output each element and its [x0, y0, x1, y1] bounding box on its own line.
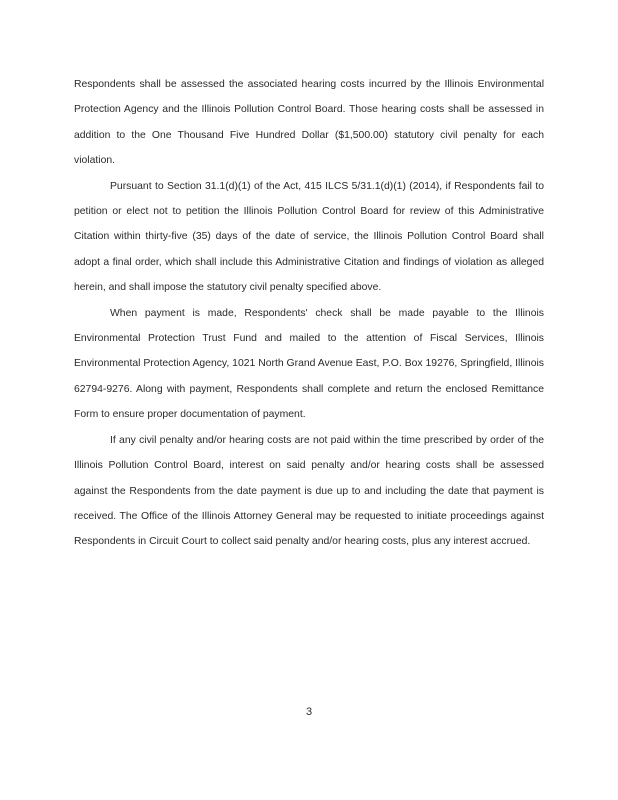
paragraph-petition-deadline: Pursuant to Section 31.1(d)(1) of the Act, 415 ILCS 5/31.1(d)(1) (2014), if Respondents fail to petition or elect not to petition the Illinois Pollution Control Board for review of this Administrative Citation within thirty-five (35) days of the date of service, the Illinois Pollution Control Board shall adopt a final order, which shall include this Administrative Citation and findings of violation as alleged herein, and shall impose the statutory civil penalty specified above.: [74, 180, 544, 294]
page-number: 3: [305, 706, 313, 718]
paragraph-hearing-costs: Respondents shall be assessed the associated hearing costs incurred by the Illinois Environmental Protection Agency and the Illinois Pollution Control Board. Those hearing costs shall be assessed in addition to the One Thousand Five Hundred Dollar ($1,500.00) statutory civil penalty for each violation.: [74, 79, 544, 167]
document-body: [74, 72, 544, 555]
paragraph-interest-collection: If any civil penalty and/or hearing costs are not paid within the time prescribed by order of the Illinois Pollution Control Board, interest on said penalty and/or hearing costs shall be assessed against the Respondents from the date payment is due up to and including the date that payment is received. The Office of the Illinois Attorney General may be requested to initiate proceedings against Respondents in Circuit Court to collect said penalty and/or hearing costs, plus any interest accrued.: [74, 434, 544, 548]
paragraph-payment-instructions: When payment is made, Respondents' check shall be made payable to the Illinois Environmental Protection Trust Fund and mailed to the attention of Fiscal Services, Illinois Environmental Protection Agency, 1021 North Grand Avenue East, P.O. Box 19276, Springfield, Illinois 62794-9276. Along with payment, Respondents shall complete and return the enclosed Remittance Form to ensure proper documentation of payment.: [74, 307, 544, 421]
